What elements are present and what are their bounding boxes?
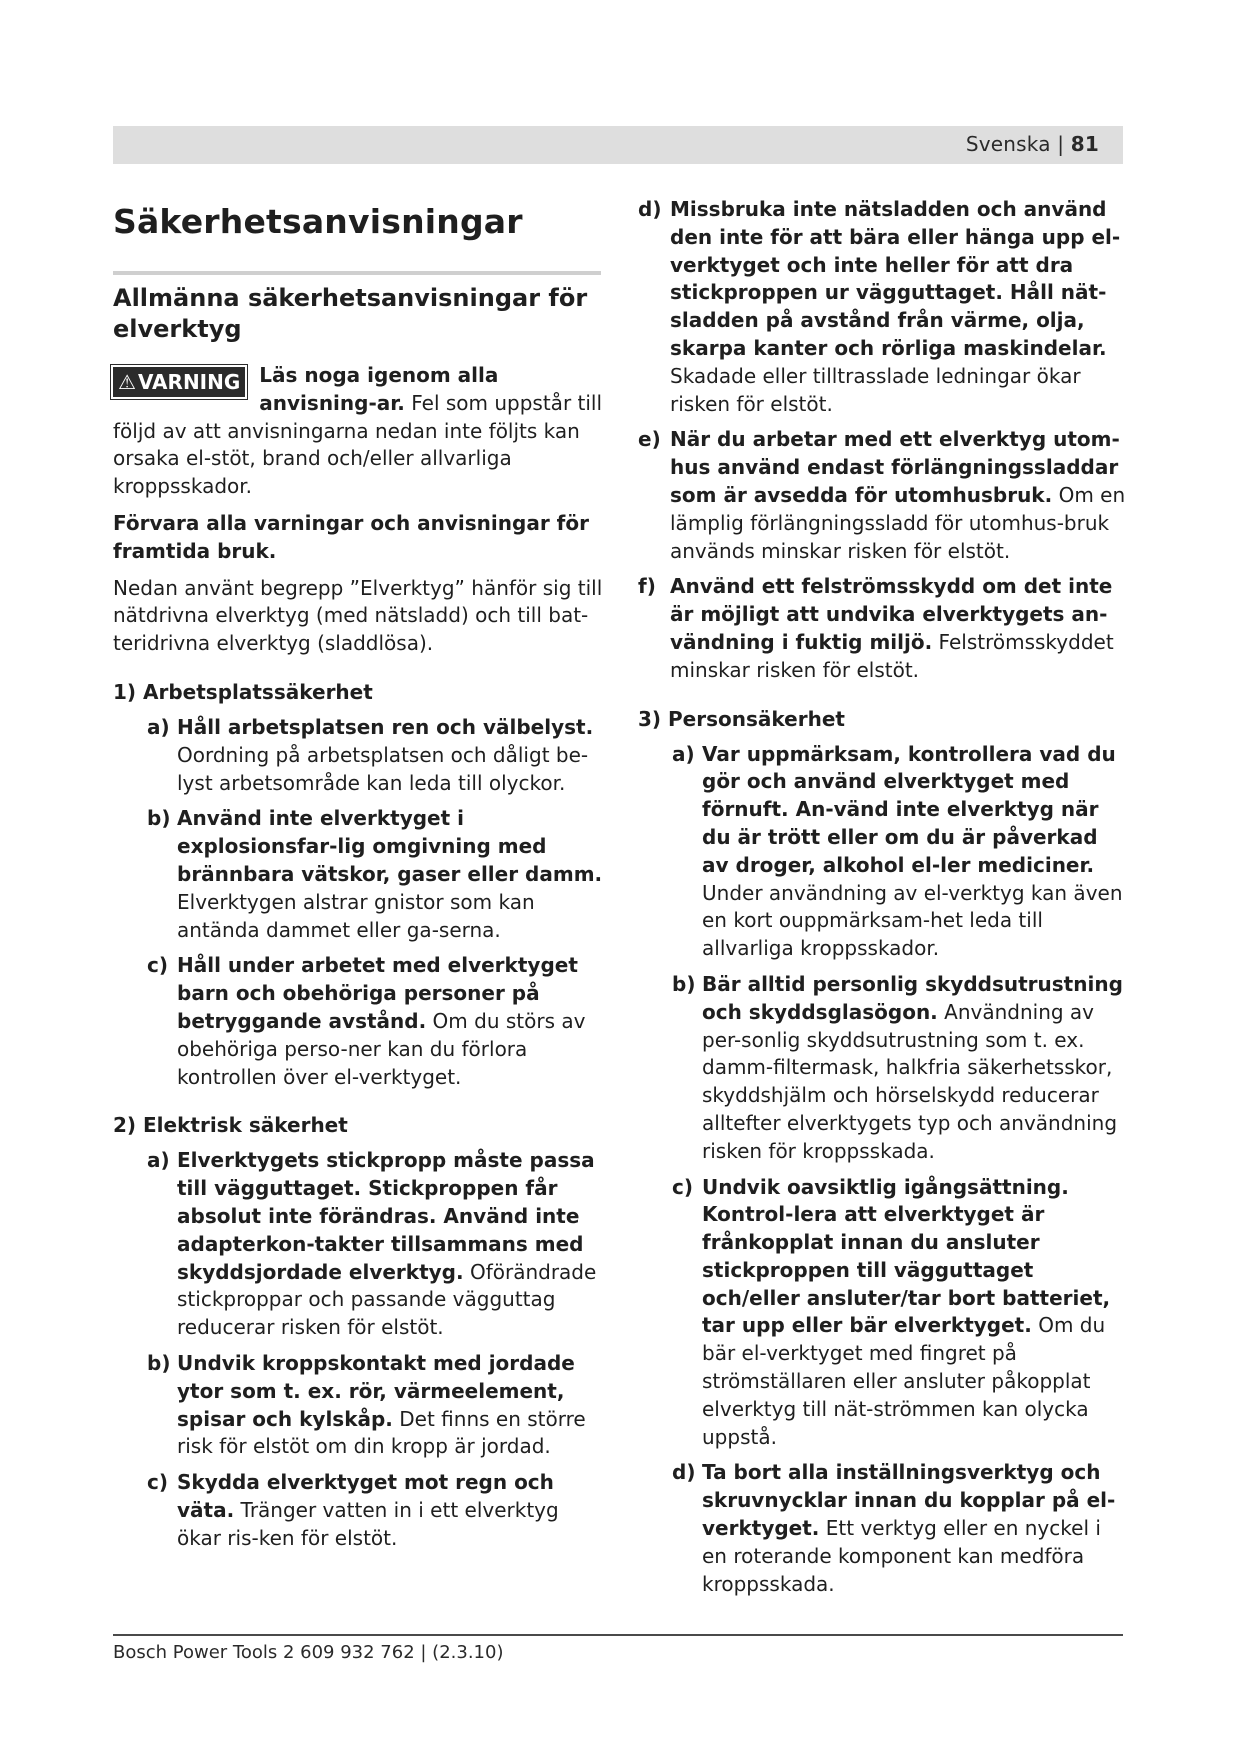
- list-item: [638, 573, 1128, 684]
- item-text: Skadade eller tilltrasslade ledningar ökar risken för elstöt.: [670, 363, 1081, 416]
- list-item: [113, 1350, 603, 1461]
- title-divider: [113, 271, 601, 275]
- item-text: Oförändrade stickproppar och passande vägguttag reducerar risken för elstöt.: [177, 1259, 597, 1340]
- list-item: [113, 1147, 603, 1342]
- header-separator: |: [1050, 132, 1071, 156]
- item-bold: Undvik oavsiktlig igångsättning. Kontrol-lera att elverktyget är frånkopplat innan du ansluter stickproppen till vägguttaget och/eller ansluter/tar bort batteriet, tar upp eller bär elverktyget.: [702, 1174, 1111, 1338]
- item-text: Om en lämplig förlängningssladd för utomhus-bruk används minskar risken för elstöt.: [670, 482, 1126, 563]
- item-bold: Undvik kroppskontakt med jordade ytor som t. ex. rör, värmeelement, spisar och kylskåp.: [177, 1350, 575, 1431]
- item-text: Under användning av el-verktyg kan även en kort ouppmärksam-het leda till allvarliga kroppsskador.: [702, 880, 1123, 961]
- list-item: [638, 1459, 1128, 1598]
- header-bar: [113, 126, 1123, 164]
- item-label: c): [672, 1174, 693, 1199]
- item-label: b): [147, 806, 171, 831]
- list-item: [638, 1174, 1128, 1452]
- warning-block: [113, 362, 603, 501]
- warning-label: [113, 367, 245, 397]
- item-bold: Håll under arbetet med elverktyget barn och obehöriga personer på betryggande avstånd.: [177, 953, 578, 1033]
- item-text: Om du bär el-verktyget med fingret på strömställaren eller ansluter påkopplat elverktyg till nät-strömmen kan olycka uppstå.: [702, 1313, 1106, 1449]
- item-label: a): [147, 1148, 170, 1173]
- term-paragraph: Nedan använt begrepp ”Elverktyg” hänför sig till nätdrivna elverktyg (med nätsladd) och till bat-teridrivna elverktyg (sladdlösa).: [113, 575, 603, 656]
- item-label: c): [147, 1470, 168, 1495]
- list-item: [113, 805, 603, 944]
- warning-body: Fel som uppstår till följd av att anvisningarna nedan inte följts kan orsaka el-stöt, brand och/eller allvarliga kroppsskador.: [113, 390, 603, 499]
- item-bold: Skydda elverktyget mot regn och väta.: [177, 1470, 554, 1522]
- item-bold: Håll arbetsplatsen ren och välbelyst.: [177, 714, 594, 739]
- list-item: [638, 971, 1128, 1166]
- list-item: [638, 196, 1128, 418]
- item-label: e): [638, 427, 661, 452]
- item-bold: Var uppmärksam, kontrollera vad du gör och använd elverktyget med förnuft. An-vänd inte elverktyg när du är trött eller om du är påverkad av droger, alkohol el-ler mediciner.: [702, 741, 1116, 877]
- item-label: b): [672, 971, 696, 996]
- item-bold: Använd ett felströmsskydd om det inte är möjligt att undvika elverktygets an-vändning i fuktig miljö.: [670, 574, 1113, 654]
- item-bold: När du arbetar med ett elverktyg utom-hus använd endast förlängningssladdar som är avsedda för utomhusbruk.: [670, 427, 1120, 507]
- list-item: [113, 714, 603, 797]
- item-text: Ett verktyg eller en nyckel i en roterande komponent kan medföra kroppsskada.: [702, 1516, 1101, 1596]
- warning-label-text: VARNING: [137, 370, 241, 394]
- item-label: f): [638, 574, 656, 599]
- section-heading-1: 1) Arbetsplatssäkerhet: [113, 679, 373, 704]
- page-title: Säkerhetsanvisningar: [113, 202, 523, 241]
- item-text: Tränger vatten in i ett elverktyg ökar ris-ken för elstöt.: [177, 1497, 559, 1550]
- item-label: c): [147, 953, 168, 978]
- page-number: 81: [1070, 132, 1099, 156]
- section-heading: Allmänna säkerhetsanvisningar för elverktyg: [113, 284, 588, 343]
- item-text: Oordning på arbetsplatsen och dåligt be-lyst arbetsområde kan leda till olyckor.: [177, 742, 589, 795]
- item-label: d): [672, 1460, 696, 1485]
- keep-instructions: Förvara alla varningar och anvisningar för framtida bruk.: [113, 510, 589, 563]
- item-text: Det finns en större risk för elstöt om din kropp är jordad.: [177, 1406, 586, 1459]
- list-item: [113, 952, 603, 1091]
- list-item: [638, 426, 1128, 565]
- list-item: [113, 1469, 603, 1552]
- footer-text: Bosch Power Tools 2 609 932 762 | (2.3.10): [113, 1642, 504, 1663]
- section-heading-2: 2) Elektrisk säkerhet: [113, 1113, 348, 1138]
- item-label: a): [147, 714, 170, 739]
- item-text: Elverktygen alstrar gnistor som kan antända dammet eller ga-serna.: [177, 889, 535, 942]
- item-label: d): [638, 197, 662, 221]
- left-column: [113, 196, 603, 1552]
- right-column: [638, 196, 1128, 1598]
- item-bold: Elverktygets stickpropp måste passa till vägguttaget. Stickproppen får absolut inte förändras. Använd inte adapterkon-takter tillsammans med skyddsjordade elverktyg.: [177, 1148, 595, 1284]
- item-bold: Bär alltid personlig skyddsutrustning och skyddsglasögon.: [702, 971, 1123, 1024]
- section-heading-3: 3) Personsäkerhet: [638, 706, 845, 731]
- item-text: Om du störs av obehöriga perso-ner kan du förlora kontrollen över el-verktyget.: [177, 1008, 586, 1089]
- warning-bold: Läs noga igenom alla anvisning-ar.: [259, 363, 499, 415]
- header-language: Svenska: [965, 132, 1051, 156]
- item-text: Felströmsskyddet minskar risken för elstöt.: [670, 629, 1114, 682]
- item-bold: Använd inte elverktyget i explosionsfar-lig omgivning med brännbara vätskor, gaser eller damm.: [177, 806, 603, 886]
- item-label: b): [147, 1350, 171, 1375]
- page-header: [966, 132, 1099, 156]
- item-label: a): [672, 741, 695, 766]
- footer-divider: [113, 1634, 1123, 1636]
- item-bold: Ta bort alla inställningsverktyg och skruvnycklar innan du kopplar på el-verktyget.: [702, 1460, 1116, 1541]
- warning-triangle-icon: ⚠: [118, 370, 136, 394]
- list-item: [638, 741, 1128, 963]
- item-bold: Missbruka inte nätsladden och använd den inte för att bära eller hänga upp el-verktyget och inte heller för att dra stickproppen ur vägguttaget. Håll nät-sladden på avstånd från värme, olja, skarpa kanter och rörliga maskindelar.: [670, 197, 1121, 360]
- item-text: Användning av per-sonlig skyddsutrustning som t. ex. damm-filtermask, halkfria säkerhetsskor, skyddshjälm och hörselskydd reducerar alltefter elverktygets typ och användning risken för kroppsskada.: [702, 999, 1118, 1163]
